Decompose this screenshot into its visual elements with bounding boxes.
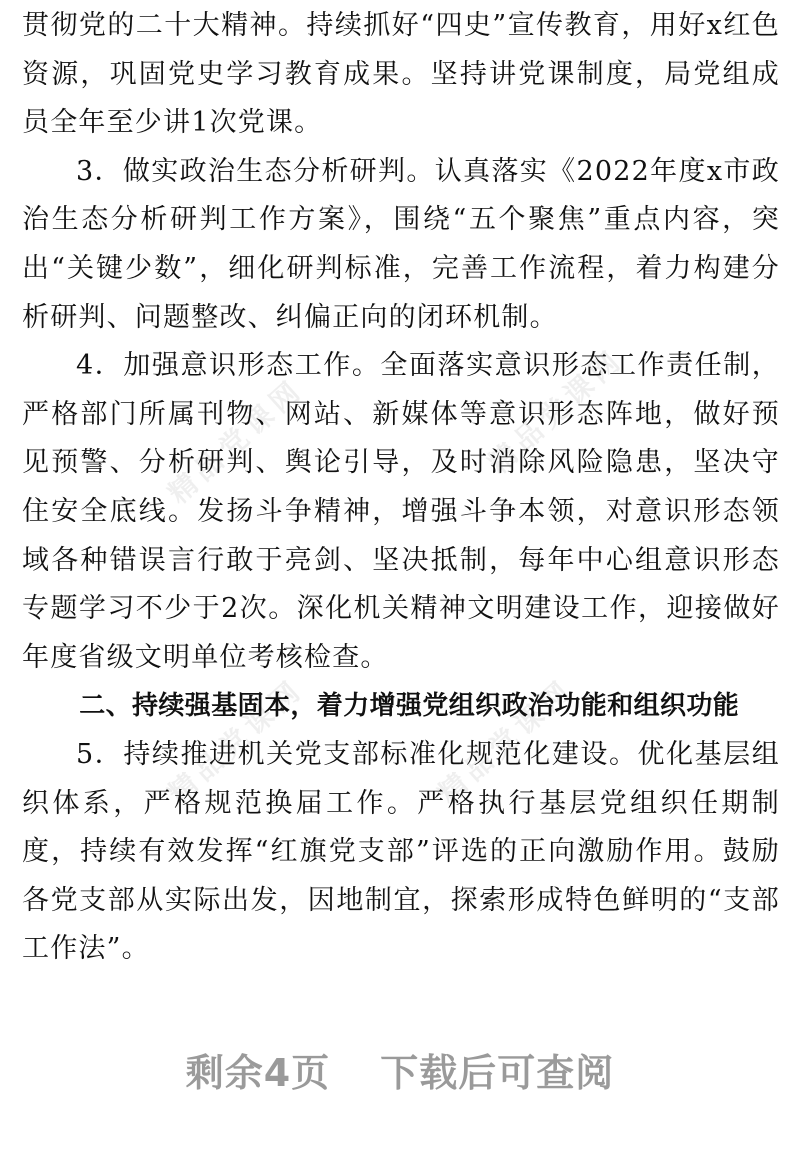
paragraph-item-4: 4．加强意识形态工作。全面落实意识形态工作责任制，严格部门所属刊物、网站、新媒体等意识形态阵地，做好预见预警、分析研判、舆论引导，及时消除风险隐患，坚决守住安全底线。发扬斗争精神，增强斗争本领，对意识形态领域各种错误言行敢于亮剑、坚决抵制，每年中心组意识形态专题学习不少于2次。深化机关精神文明建设工作，迎接做好年度省级文明单位考核检查。	[22, 350, 780, 673]
section-heading: 二、持续强基固本，着力增强党组织政治功能和组织功能	[79, 691, 740, 722]
paragraph-item-5: 5．持续推进机关党支部标准化规范化建设。优化基层组织体系，严格规范换届工作。严格执行基层党组织任期制度，持续有效发挥“红旗党支部”评选的正向激励作用。鼓励各党支部从实际出发，因地制宜，探索形成特色鲜明的“支部工作法”。	[22, 738, 780, 965]
watermark-graphic: 精品党课网	[431, 671, 581, 811]
download-hint-label: 下载后可查阅	[380, 1051, 615, 1095]
remaining-pages-label: 剩余4页	[185, 1051, 331, 1095]
paragraph-continuation: 贯彻党的二十大精神。持续抓好“四史”宣传教育，用好x红色资源，巩固党史学习教育成果。坚持讲党课制度，局党组成员全年至少讲1次党课。	[22, 10, 780, 139]
watermark-graphic: 精品党课网	[161, 371, 311, 511]
document-body	[22, 2, 780, 974]
remaining-pages-banner[interactable]	[0, 1042, 800, 1097]
paragraph-item-3: 3．做实政治生态分析研判。认真落实《2022年度x市政治生态分析研判工作方案》，围绕“五个聚焦”重点内容，突出“关键少数”，细化研判标准，完善工作流程，着力构建分析研判、问题整改、纠偏正向的闭环机制。	[22, 155, 780, 333]
watermark-graphic: 精品党课网	[481, 341, 631, 481]
watermark-graphic: 精品党课网	[161, 671, 311, 811]
